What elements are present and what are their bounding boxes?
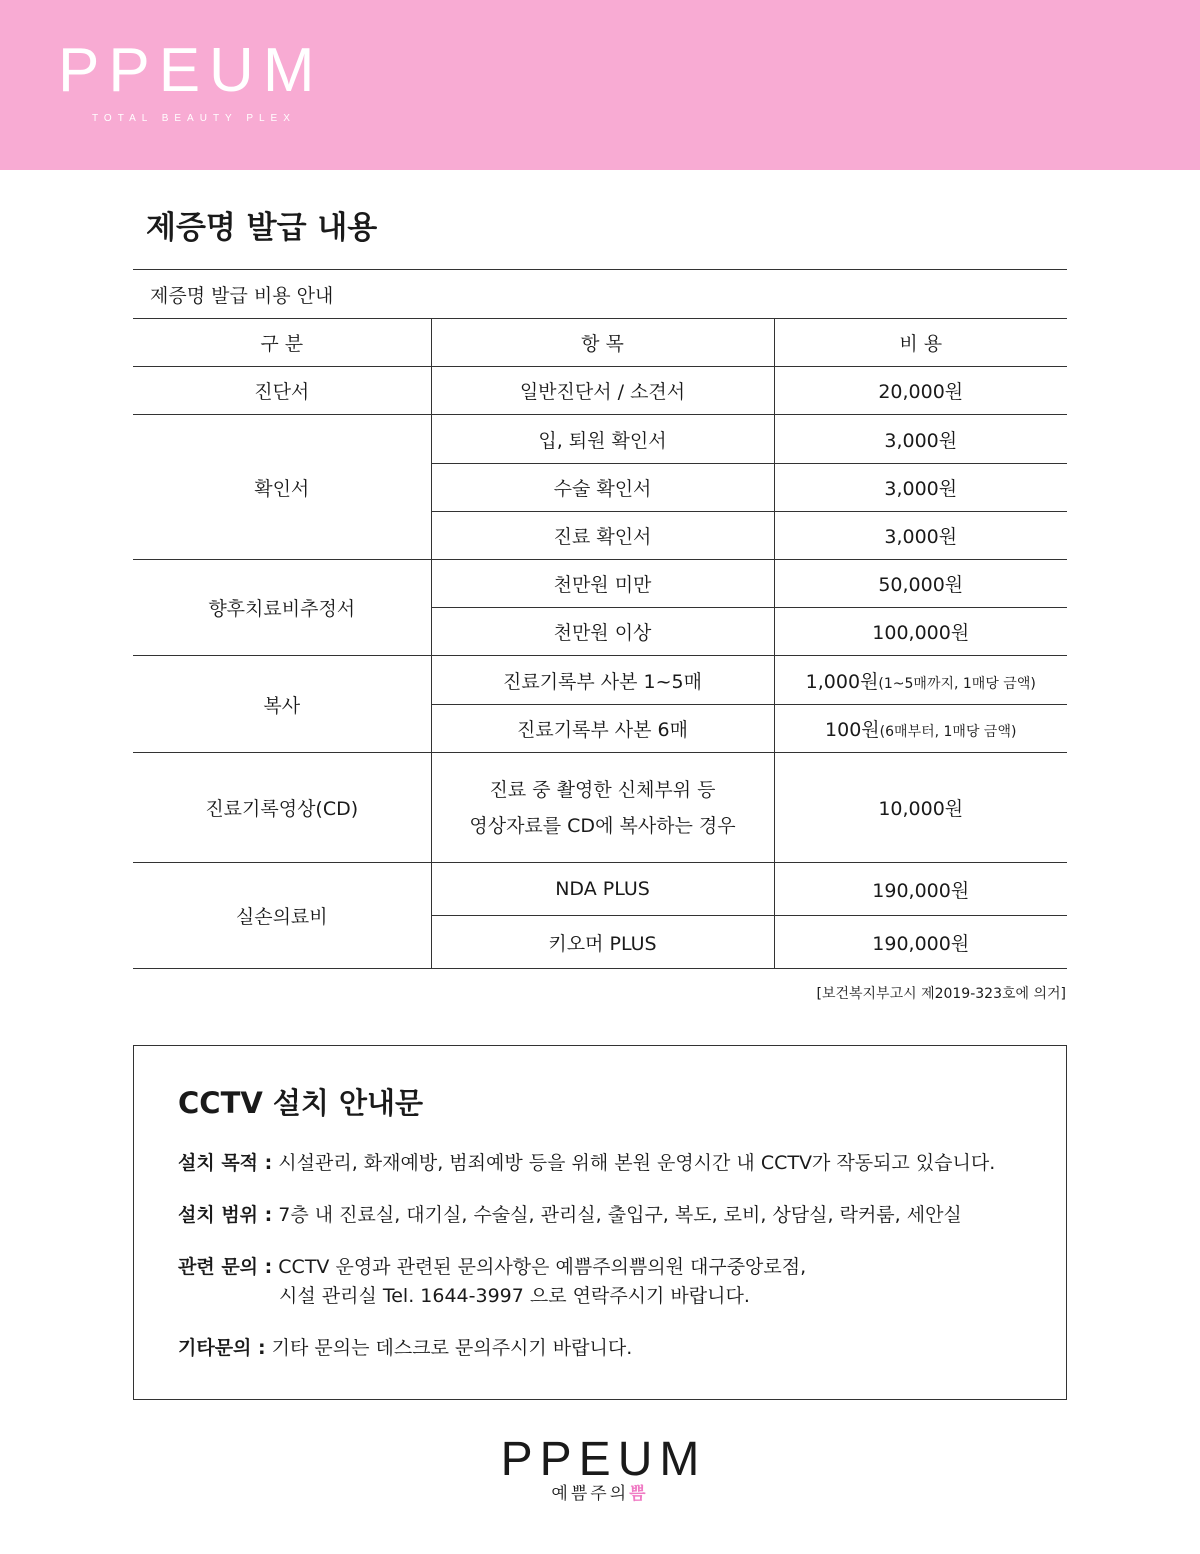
item-cell: 진료기록부 사본 6매 [431,705,774,753]
cctv-other-label: 기타문의 : [178,1337,266,1359]
header-banner [0,0,1200,170]
fee-cell: 3,000원 [774,512,1067,560]
cctv-other-text: 기타 문의는 데스크로 문의주시기 바랍니다. [265,1337,633,1359]
category-cell: 향후치료비추정서 [133,560,431,656]
item-cell: 진료 확인서 [431,512,774,560]
brand-tagline: TOTAL BEAUTY PLEX [92,113,296,124]
category-cell: 확인서 [133,415,431,560]
item-cell: 진료기록부 사본 1~5매 [431,656,774,705]
table-caption-row [133,269,1067,318]
fee-cell: 190,000원 [774,863,1067,916]
fee-cell: 3,000원 [774,415,1067,464]
item-cell: NDA PLUS [431,863,774,916]
cctv-purpose-text: 시설관리, 화재예방, 범죄예방 등을 위해 본원 운영시간 내 CCTV가 작동되고 있습니다. [272,1152,996,1174]
table-header-row [133,319,1067,367]
item-cell: 천만원 이상 [431,608,774,656]
fee-cell: 100,000원 [774,608,1067,656]
cctv-scope [178,1203,962,1228]
cctv-title: CCTV 설치 안내문 [178,1086,424,1120]
category-cell: 진료기록영상(CD) [133,753,431,863]
fee-cell [774,705,1067,753]
category-cell: 복사 [133,656,431,753]
cctv-notice-box [133,1045,1067,1400]
item-cell: 수술 확인서 [431,464,774,512]
fee-note: (1~5매까지, 1매당 금액) [878,675,1036,692]
cctv-scope-label: 설치 범위 : [178,1204,273,1226]
footer-sub-text: 예쁨주의 [551,1484,630,1504]
table-row [133,656,1067,705]
cctv-scope-text: 7층 내 진료실, 대기실, 수술실, 관리실, 출입구, 복도, 로비, 상담실, 락커룸, 세안실 [272,1204,962,1226]
cctv-other [178,1336,632,1361]
item-cell: 입, 퇴원 확인서 [431,415,774,464]
fee-cell: 50,000원 [774,560,1067,608]
category-cell: 실손의료비 [133,863,431,969]
brand-logo: PPEUM [58,36,324,105]
table-row [133,863,1067,916]
table-row [133,415,1067,464]
table-row [133,560,1067,608]
footer-logo: PPEUM [500,1433,707,1486]
item-cell [431,753,774,863]
cctv-inquiry-continued: 시설 관리실 Tel. 1644-3997 으로 연락주시기 바랍니다. [279,1285,750,1307]
fee-cell: 3,000원 [774,464,1067,512]
category-cell: 진단서 [133,367,431,415]
table-row [133,367,1067,415]
fee-table [133,318,1067,969]
fee-cell: 20,000원 [774,367,1067,415]
item-line: 영상자료를 CD에 복사하는 경우 [469,814,736,837]
legal-source-note: [보건복지부고시 제2019-323호에 의거] [816,986,1066,1002]
cctv-purpose-label: 설치 목적 : [178,1152,273,1174]
fee-cell: 10,000원 [774,753,1067,863]
page-title: 제증명 발급 내용 [146,210,378,246]
footer-brand-subtitle [0,1484,1200,1504]
item-cell: 키오머 PLUS [431,916,774,969]
cctv-inquiry-text: CCTV 운영과 관련된 문의사항은 예쁨주의쁨의원 대구중앙로점, [272,1256,807,1278]
cctv-inquiry [178,1255,806,1280]
fee-amount: 1,000원 [805,670,879,693]
cctv-purpose [178,1151,995,1176]
item-cell: 일반진단서 / 소견서 [431,367,774,415]
fee-cell: 190,000원 [774,916,1067,969]
table-caption: 제증명 발급 비용 안내 [150,285,334,307]
fee-note: (6매부터, 1매당 금액) [879,724,1017,740]
fee-amount: 100원 [825,719,880,741]
column-header-item: 항 목 [431,319,774,367]
table-row [133,753,1067,863]
column-header-fee: 비 용 [774,319,1067,367]
fee-cell [774,656,1067,705]
item-line: 진료 중 촬영한 신체부위 등 [489,778,716,801]
footer-sub-accent: 쁨 [629,1484,649,1504]
column-header-category: 구 분 [133,319,431,367]
item-cell: 천만원 미만 [431,560,774,608]
cctv-inquiry-label: 관련 문의 : [178,1256,273,1278]
